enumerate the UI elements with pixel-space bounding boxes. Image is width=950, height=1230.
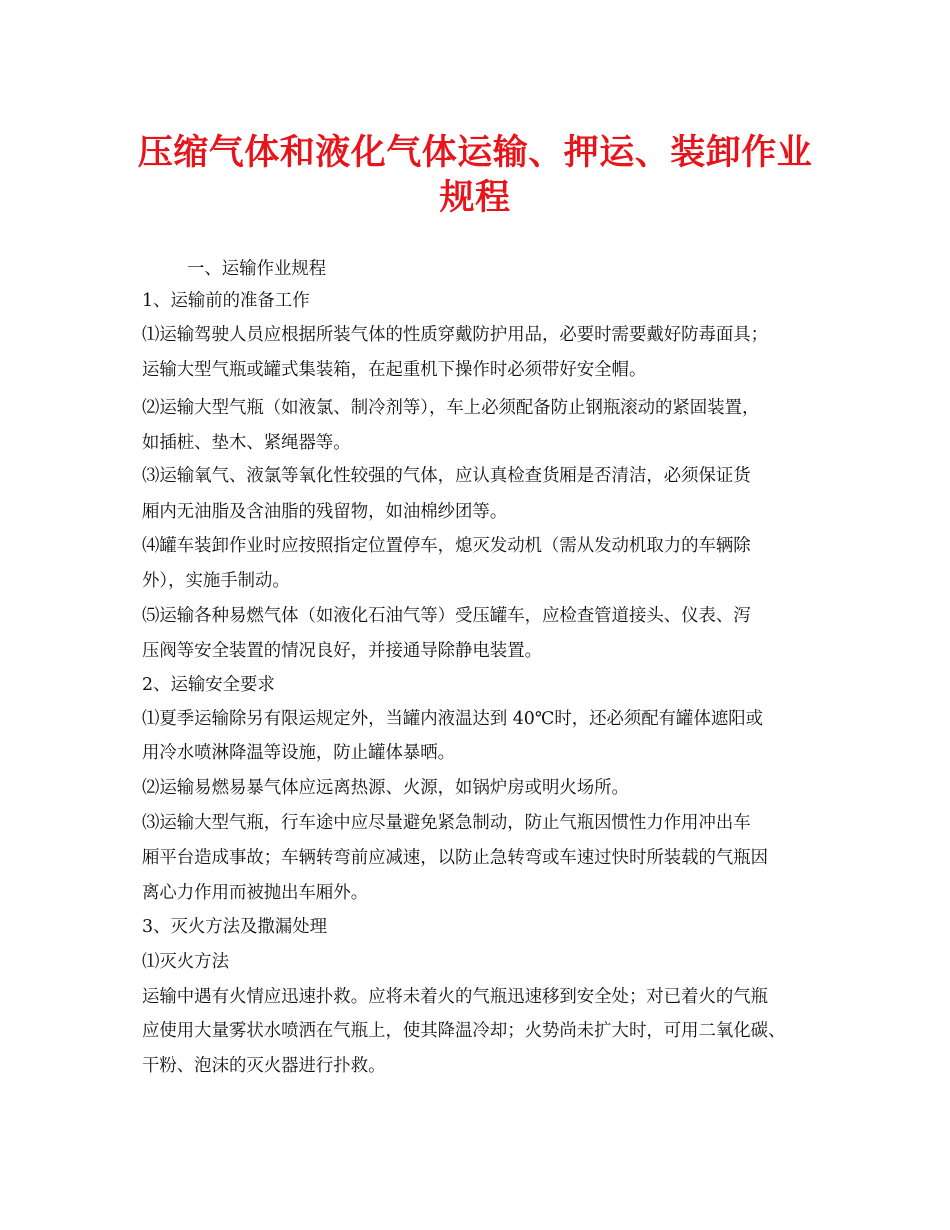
paragraph-line: ⑴夏季运输除另有限运规定外，当罐内液温达到 40℃时，还必须配有罐体遮阳或 [142, 709, 764, 729]
paragraph-line: 外），实施手制动。 [142, 571, 290, 591]
paragraph-line: 厢内无油脂及含油脂的残留物，如油棉纱团等。 [142, 502, 508, 522]
paragraph-line: 厢平台造成事故；车辆转弯前应减速，以防止急转弯或车速过快时所装载的气瓶因 [142, 848, 769, 868]
paragraph-line: ⑶运输氧气、液氯等氧化性较强的气体，应认真检查货厢是否清洁，必须保证货 [142, 466, 751, 486]
paragraph-line: ⑷罐车装卸作业时应按照指定位置停车，熄灭发动机（需从发动机取力的车辆除 [142, 536, 751, 556]
document-title-line-1: 压缩气体和液化气体运输、押运、装卸作业 [137, 132, 813, 173]
section-heading: 一、运输作业规程 [187, 259, 327, 279]
subsection-heading: 3、灭火方法及撒漏处理 [142, 917, 327, 937]
subsection-heading: 2、运输安全要求 [142, 675, 275, 695]
paragraph-line: ⑴运输驾驶人员应根据所装气体的性质穿戴防护用品，必要时需要戴好防毒面具； [142, 325, 769, 345]
paragraph-line: ⑸运输各种易燃气体（如液化石油气等）受压罐车，应检查管道接头、仪表、泻 [142, 606, 751, 626]
paragraph-line: 应使用大量雾状水喷洒在气瓶上，使其降温冷却；火势尚未扩大时，可用二氧化碳、 [142, 1021, 786, 1041]
paragraph-line: ⑵运输易燃易暴气体应远离热源、火源，如锅炉房或明火场所。 [142, 778, 629, 798]
paragraph-line: 干粉、泡沫的灭火器进行扑救。 [142, 1056, 386, 1076]
paragraph-line: ⑵运输大型气瓶（如液氯、制冷剂等），车上必须配备防止钢瓶滚动的紧固装置， [142, 398, 760, 418]
paragraph-line: 压阀等安全装置的情况良好，并接通导除静电装置。 [142, 641, 542, 661]
paragraph-line: ⑴灭火方法 [142, 952, 229, 972]
paragraph-line: ⑶运输大型气瓶，行车途中应尽量避免紧急制动，防止气瓶因惯性力作用冲出车 [142, 813, 751, 833]
paragraph-line: 离心力作用而被抛出车厢外。 [142, 883, 369, 903]
subsection-heading: 1、运输前的准备工作 [142, 291, 310, 311]
paragraph-line: 运输大型气瓶或罐式集装箱，在起重机下操作时必须带好安全帽。 [142, 360, 647, 380]
document-title-line-2: 规程 [439, 177, 511, 218]
paragraph-line: 用冷水喷淋降温等设施，防止罐体暴晒。 [142, 743, 456, 763]
paragraph-line: 如插桩、垫木、紧绳器等。 [142, 433, 351, 453]
paragraph-line: 运输中遇有火情应迅速扑救。应将未着火的气瓶迅速移到安全处；对已着火的气瓶 [142, 987, 769, 1007]
